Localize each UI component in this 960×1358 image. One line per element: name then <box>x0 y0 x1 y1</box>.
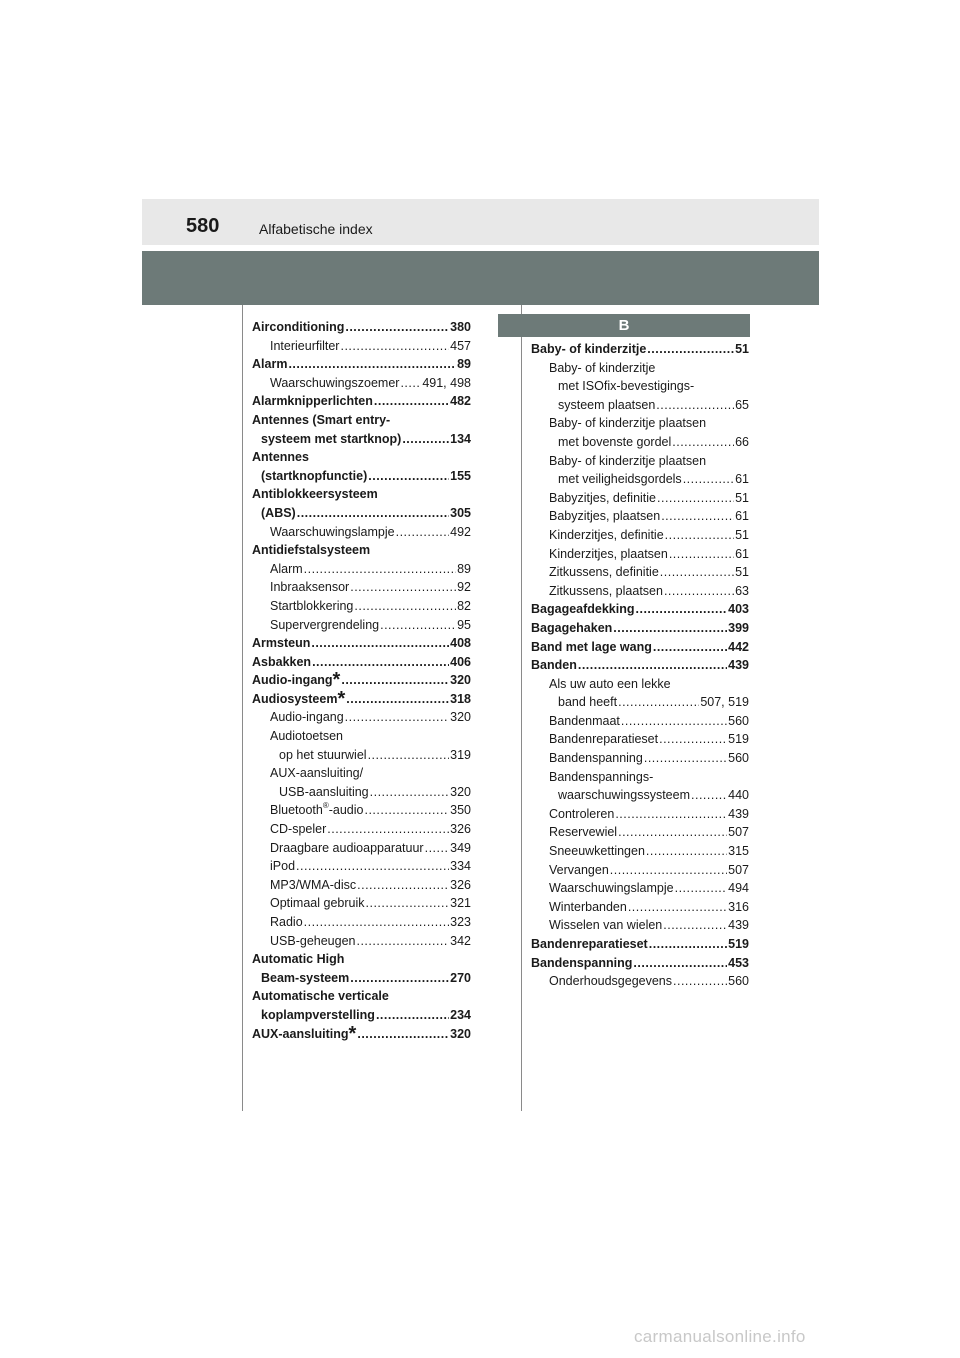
dot-leader <box>296 857 449 876</box>
index-entry-term: Audio-ingang <box>270 710 344 725</box>
index-entry-page: 315 <box>728 844 749 859</box>
index-entry <box>252 337 471 356</box>
dot-leader <box>304 560 456 579</box>
index-entry-page: 519 <box>728 937 749 951</box>
index-entry <box>531 545 749 564</box>
dot-leader <box>354 597 456 616</box>
index-entry <box>252 1022 471 1045</box>
index-entry-page: 51 <box>735 342 749 356</box>
dot-leader <box>613 619 727 638</box>
index-entry-page: 560 <box>728 974 749 989</box>
index-entry <box>531 842 749 861</box>
index-entry-page: 320 <box>450 784 471 799</box>
index-entry-term: Radio <box>270 915 303 929</box>
index-entry <box>531 935 749 954</box>
index-entry <box>252 969 471 988</box>
index-entry-page: 326 <box>450 822 471 837</box>
dot-leader <box>400 374 421 393</box>
index-entry <box>252 708 471 727</box>
middle-column-rule <box>521 305 522 1111</box>
index-entry <box>531 396 749 415</box>
index-entry <box>252 467 471 486</box>
index-entry-term: iPod <box>270 859 296 874</box>
index-entry-term: Controleren <box>549 806 615 821</box>
dot-leader <box>660 563 734 582</box>
index-entry <box>531 340 749 359</box>
dot-leader <box>649 935 727 954</box>
index-entry-page: 318 <box>450 691 471 706</box>
index-entry-page: 155 <box>450 468 471 483</box>
index-entry-term: Onderhoudsgegevens <box>549 974 673 989</box>
index-entry-term: Beam-systeem <box>261 970 350 985</box>
index-entry-term: Interieurfilter <box>270 338 340 353</box>
index-entry-page: 491, 498 <box>422 375 471 390</box>
dot-leader <box>610 861 727 880</box>
index-entry-term: Audio-ingang* <box>252 669 341 692</box>
index-entry-term: Bandenmaat <box>549 713 620 728</box>
index-entry-page: 51 <box>735 527 749 542</box>
dot-leader <box>665 526 734 545</box>
index-entry-page: 453 <box>728 955 749 970</box>
index-entry-page: 323 <box>450 915 471 929</box>
index-entry <box>531 359 749 378</box>
index-entry-term: Audiosysteem* <box>252 687 346 710</box>
index-entry <box>252 597 471 616</box>
index-entry-term: Antennes <box>252 450 309 465</box>
watermark: carmanualsonline.info <box>634 1327 806 1346</box>
index-entry-term: Sneeuwkettingen <box>549 844 645 859</box>
index-entry <box>252 374 471 393</box>
dot-leader <box>675 879 728 898</box>
index-entry-page: 560 <box>728 751 749 766</box>
index-entry <box>531 823 749 842</box>
index-entry <box>531 452 749 471</box>
index-entry-term: AUX-aansluiting* <box>252 1022 357 1045</box>
index-entry-page: 519 <box>728 732 749 747</box>
index-entry-term: Bagagehaken <box>531 620 613 635</box>
dot-leader <box>633 954 727 973</box>
dot-leader <box>304 913 449 932</box>
index-entry-page: 408 <box>450 636 471 651</box>
index-entry-term: Antidiefstalsysteem <box>252 543 371 558</box>
index-entry <box>531 749 749 768</box>
header-band <box>142 199 819 245</box>
index-entry-term: Inbraaksensor <box>270 580 350 595</box>
index-entry <box>531 898 749 917</box>
dot-leader <box>370 783 450 802</box>
index-entry-term: Kinderzitjes, definitie <box>549 527 664 542</box>
index-entry <box>531 526 749 545</box>
registered-mark: ® <box>322 801 329 811</box>
index-entry <box>531 916 749 935</box>
index-entry <box>531 861 749 880</box>
dot-leader <box>345 318 449 337</box>
index-entry <box>252 783 471 802</box>
index-entry <box>531 768 749 787</box>
dot-leader <box>376 1006 449 1025</box>
dot-leader <box>346 690 449 709</box>
index-entry-term: Reservewiel <box>549 825 618 840</box>
dot-leader <box>366 894 450 913</box>
dot-leader <box>618 823 727 842</box>
index-entry-term: Alarmknipperlichten <box>252 394 373 409</box>
index-entry-term: met veiligheidsgordels <box>558 472 682 487</box>
index-entry-term: Bandenspanning <box>531 955 633 970</box>
index-entry <box>252 318 471 337</box>
index-entry-page: 439 <box>728 806 749 821</box>
dot-leader <box>341 671 449 690</box>
index-entry-page: 494 <box>728 881 749 896</box>
dot-leader <box>402 430 449 449</box>
index-entry-page: 403 <box>728 602 749 617</box>
dot-leader <box>311 634 449 653</box>
page-number: 580 <box>186 215 220 237</box>
index-entry-term: Armsteun <box>252 636 311 651</box>
index-entry-term: Asbakken <box>252 654 312 669</box>
dot-leader <box>350 969 449 988</box>
index-entry-term: Draagbare audioapparatuur <box>270 840 424 855</box>
index-entry-term: Bandenreparatieset <box>549 732 659 747</box>
index-entry-term: Waarschuwingslampje <box>270 524 395 539</box>
dot-leader <box>357 876 449 895</box>
index-entry-page: 134 <box>450 431 471 446</box>
dot-leader <box>368 467 449 486</box>
index-entry-term: Zitkussens, plaatsen <box>549 583 663 598</box>
index-entry-term: Baby- of kinderzitje plaatsen <box>549 416 707 431</box>
index-entry-page: 321 <box>450 896 471 911</box>
index-entry <box>531 619 749 638</box>
index-entry-term: Waarschuwingszoemer <box>270 375 400 390</box>
dot-leader <box>672 433 734 452</box>
index-entry-page: 305 <box>450 505 471 520</box>
index-entry <box>531 712 749 731</box>
index-entry-page: 380 <box>450 320 471 334</box>
index-entry <box>252 411 471 430</box>
index-entry <box>252 485 471 504</box>
dot-leader <box>340 337 449 356</box>
index-entry-page: 442 <box>728 639 749 654</box>
index-entry-term: Automatic High <box>252 952 345 967</box>
index-column-right <box>531 340 749 991</box>
index-entry <box>531 582 749 601</box>
section-letter-band <box>498 314 750 337</box>
index-entry-term: Alarm <box>270 561 303 576</box>
index-entry-page: 66 <box>735 434 749 449</box>
index-entry-term: Optimaal gebruik <box>270 896 365 911</box>
index-entry-term: Bluetooth®-audio <box>270 801 364 818</box>
dot-leader <box>656 396 734 415</box>
index-entry-term: Band met lage wang <box>531 639 652 654</box>
footnote-asterisk: * <box>332 669 341 692</box>
index-entry-page: 61 <box>735 546 749 561</box>
index-entry-term: waarschuwingssysteem <box>558 788 690 803</box>
index-entry-term: USB-geheugen <box>270 933 356 948</box>
index-entry-page: 457 <box>450 338 471 353</box>
index-entry-term: (startknopfunctie) <box>261 468 368 483</box>
index-entry <box>252 839 471 858</box>
index-entry <box>252 448 471 467</box>
footnote-asterisk: * <box>337 687 346 710</box>
index-entry <box>531 470 749 489</box>
section-title: Alfabetische index <box>259 221 373 237</box>
index-entry <box>531 879 749 898</box>
dot-leader <box>356 932 449 951</box>
index-entry <box>252 746 471 765</box>
dot-leader <box>661 507 734 526</box>
index-entry <box>252 687 471 710</box>
index-entry <box>252 1006 471 1025</box>
index-entry-term: Alarm <box>252 357 288 372</box>
index-entry-term: Banden <box>531 658 577 673</box>
index-entry <box>252 857 471 876</box>
index-entry-page: 560 <box>728 713 749 728</box>
index-entry-page: 440 <box>728 788 749 803</box>
index-entry-page: 406 <box>450 654 471 669</box>
index-entry <box>252 801 471 820</box>
footnote-asterisk: * <box>348 1022 357 1045</box>
index-entry-term: Bandenspanning <box>549 751 643 766</box>
dot-leader <box>636 600 728 619</box>
dot-leader <box>357 1025 449 1044</box>
index-entry-term: Bagageafdekking <box>531 602 635 617</box>
index-entry-term: Winterbanden <box>549 899 627 914</box>
index-entry-page: 63 <box>735 583 749 598</box>
index-entry <box>252 616 471 635</box>
index-entry-term: Bandenspannings- <box>549 769 654 784</box>
index-entry-term: Babyzitjes, plaatsen <box>549 509 661 524</box>
dot-leader <box>288 355 456 374</box>
index-entry-term: Bandenreparatieset <box>531 937 648 951</box>
index-entry <box>252 894 471 913</box>
index-entry-term: Startblokkering <box>270 598 354 613</box>
index-entry <box>252 355 471 374</box>
dot-leader <box>374 392 449 411</box>
index-entry <box>531 972 749 991</box>
index-entry-page: 320 <box>450 710 471 725</box>
index-entry-page: 270 <box>450 970 471 985</box>
index-entry-page: 319 <box>450 747 471 762</box>
index-entry-term: Supervergrendeling <box>270 617 380 632</box>
index-entry <box>531 507 749 526</box>
index-entry <box>531 675 749 694</box>
index-entry-page: 507, 519 <box>700 695 749 710</box>
dot-leader <box>628 898 727 917</box>
dot-leader <box>368 746 450 765</box>
section-letter: B <box>618 317 630 334</box>
dot-leader <box>621 712 727 731</box>
index-entry <box>252 430 471 449</box>
index-entry <box>252 634 471 653</box>
index-entry-term: CD-speler <box>270 822 327 837</box>
index-entry <box>252 913 471 932</box>
index-entry <box>531 600 749 619</box>
index-entry-page: 492 <box>450 524 471 539</box>
index-entry <box>531 489 749 508</box>
index-entry <box>531 656 749 675</box>
dot-leader <box>297 504 449 523</box>
index-entry-term: met ISOfix-bevestigings- <box>558 379 695 394</box>
index-entry-page: 89 <box>457 357 471 372</box>
dot-leader <box>653 638 727 657</box>
dot-leader <box>644 749 727 768</box>
dot-leader <box>350 578 456 597</box>
index-entry-term: koplampverstelling <box>261 1007 375 1022</box>
index-entry-page: 234 <box>450 1007 471 1022</box>
title-bar <box>142 251 819 305</box>
index-entry <box>531 693 749 712</box>
index-entry-page: 61 <box>735 509 749 524</box>
index-entry <box>252 727 471 746</box>
index-entry <box>531 638 749 657</box>
index-entry <box>531 563 749 582</box>
index-entry <box>531 954 749 973</box>
dot-leader <box>380 616 456 635</box>
index-column-left <box>252 318 471 1043</box>
index-entry-page: 320 <box>450 673 471 688</box>
index-entry-term: met bovenste gordel <box>558 434 672 449</box>
index-entry-term: Automatische verticale <box>252 989 389 1004</box>
index-entry-page: 439 <box>728 918 749 933</box>
index-entry-term: Audiotoetsen <box>270 729 343 744</box>
index-entry <box>531 433 749 452</box>
index-entry-term: Als uw auto een lekke <box>549 676 671 691</box>
index-entry-term: Vervangen <box>549 862 609 877</box>
index-entry <box>531 414 749 433</box>
index-entry <box>531 377 749 396</box>
index-entry-page: 507 <box>728 825 749 840</box>
dot-leader <box>669 545 734 564</box>
index-entry <box>531 730 749 749</box>
index-entry-page: 342 <box>450 933 471 948</box>
dot-leader <box>618 693 699 712</box>
index-entry-page: 439 <box>728 658 749 673</box>
dot-leader <box>425 839 450 858</box>
index-entry-page: 51 <box>735 565 749 580</box>
index-entry-page: 326 <box>450 877 471 892</box>
index-entry <box>252 523 471 542</box>
index-entry <box>531 786 749 805</box>
index-entry-page: 65 <box>735 397 749 412</box>
dot-leader <box>327 820 449 839</box>
index-entry-page: 95 <box>457 617 471 632</box>
index-entry <box>252 820 471 839</box>
index-entry-page: 399 <box>728 620 749 635</box>
index-entry <box>531 805 749 824</box>
index-entry-term: Waarschuwingslampje <box>549 881 674 896</box>
index-entry <box>252 560 471 579</box>
index-entry-term: AUX-aansluiting/ <box>270 766 364 781</box>
index-entry-page: 316 <box>728 899 749 914</box>
dot-leader <box>659 730 727 749</box>
index-entry-term: systeem plaatsen <box>558 397 656 412</box>
dot-leader <box>683 470 734 489</box>
dot-leader <box>657 489 734 508</box>
index-entry-page: 349 <box>450 840 471 855</box>
index-entry-term: Zitkussens, definitie <box>549 565 659 580</box>
index-entry <box>252 392 471 411</box>
dot-leader <box>664 582 734 601</box>
dot-leader <box>364 801 449 820</box>
index-entry <box>252 932 471 951</box>
index-entry-term: MP3/WMA-disc <box>270 877 357 892</box>
index-entry-term: Antennes (Smart entry- <box>252 412 391 427</box>
index-entry-term: Babyzitjes, definitie <box>549 490 657 505</box>
index-entry-page: 92 <box>457 580 471 595</box>
index-entry-page: 89 <box>457 561 471 576</box>
left-column-rule <box>242 305 243 1111</box>
index-entry-page: 482 <box>450 394 471 409</box>
index-entry-term: op het stuurwiel <box>279 747 367 762</box>
index-entry-term: Antiblokkeersysteem <box>252 487 378 502</box>
index-entry <box>252 764 471 783</box>
dot-leader <box>396 523 450 542</box>
index-entry-term: systeem met startknop) <box>261 431 402 446</box>
index-entry-term: band heeft <box>558 695 618 710</box>
dot-leader <box>647 340 734 359</box>
index-entry-page: 51 <box>735 490 749 505</box>
index-entry-page: 320 <box>450 1026 471 1041</box>
dot-leader <box>345 708 449 727</box>
index-entry <box>252 541 471 560</box>
index-entry-term: Baby- of kinderzitje plaatsen <box>549 453 707 468</box>
dot-leader <box>673 972 727 991</box>
index-entry-page: 350 <box>450 803 471 818</box>
index-entry-term: Wisselen van wielen <box>549 918 663 933</box>
index-entry <box>252 950 471 969</box>
dot-leader <box>663 916 727 935</box>
index-entry-page: 507 <box>728 862 749 877</box>
index-entry-page: 334 <box>450 859 471 874</box>
index-entry <box>252 504 471 523</box>
index-entry <box>252 653 471 672</box>
index-entry-term: Baby- of kinderzitje <box>549 360 656 375</box>
index-entry-term: Kinderzitjes, plaatsen <box>549 546 668 561</box>
index-entry-page: 61 <box>735 472 749 487</box>
dot-leader <box>615 805 727 824</box>
index-entry-page: 82 <box>457 598 471 613</box>
index-entry <box>252 876 471 895</box>
index-entry-term: USB-aansluiting <box>279 784 369 799</box>
index-entry-term: Baby- of kinderzitje <box>531 342 647 356</box>
index-entry <box>252 987 471 1006</box>
index-entry-term: Airconditioning <box>252 320 345 334</box>
dot-leader <box>691 786 727 805</box>
dot-leader <box>646 842 727 861</box>
index-entry-term: (ABS) <box>261 505 296 520</box>
index-entry <box>252 578 471 597</box>
dot-leader <box>578 656 727 675</box>
index-entry <box>252 671 471 690</box>
